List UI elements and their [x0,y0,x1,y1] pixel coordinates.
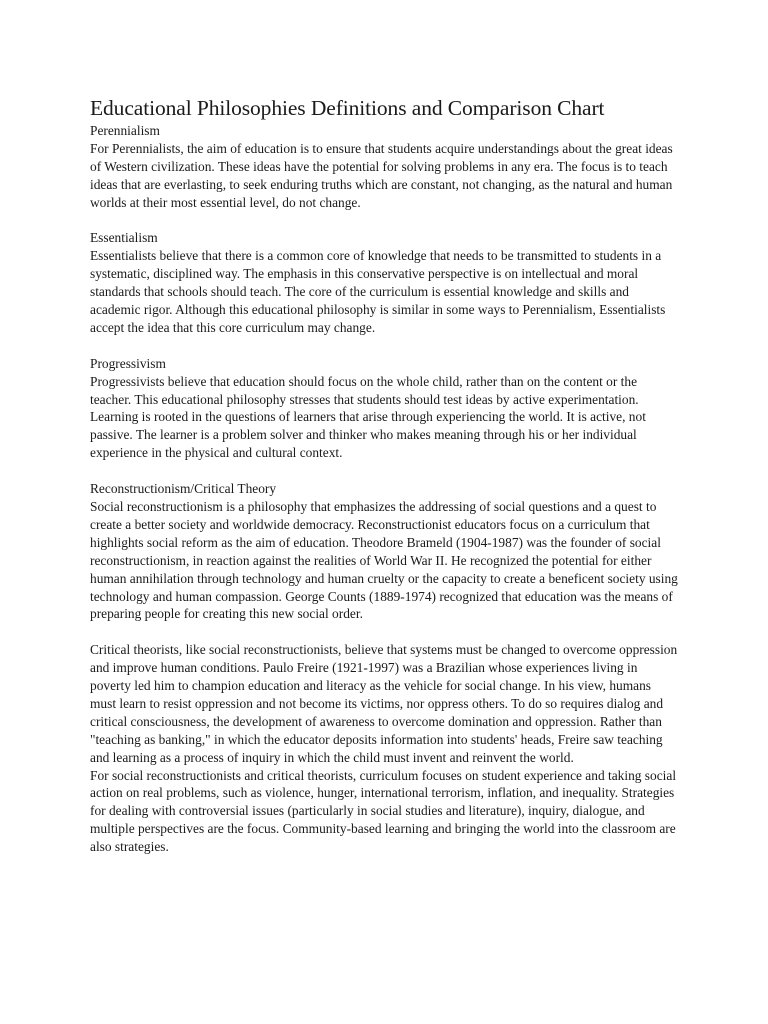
paragraph-critical-theorists: Critical theorists, like social reconstructionists, believe that systems must be changed to overcome oppression and improve human conditions. Paulo Freire (1921-1997) was a Brazilian whose experiences living in poverty led him to champion education and literacy as the vehicle for social change. In his view, humans must learn to resist oppression and not become its victims, nor oppress others. To do so requires dialog and critical consciousness, the development of awareness to overcome domination and oppression. Rather than "teaching as banking," in which the educator deposits information into students' heads, Freire saw teaching and learning as a process of inquiry in which the child must invent and reinvent the world. [90,642,678,765]
document-page [90,94,680,856]
section-essentialism [90,229,680,336]
paragraph-social-reconstructionism: Social reconstructionism is a philosophy that emphasizes the addressing of social questions and a quest to create a better society and worldwide democracy. Reconstructionist educators focus on a curriculum that highlights social reform as the aim of education. Theodore Brameld (1904-1987) was the founder of social reconstructionism, in reaction against the realities of World War II. He recognized the potential for either human annihilation through technology and human cruelty or the capacity to create a beneficent society using technology and human compassion. George Counts (1889-1974) recognized that education was the means of preparing people for creating this new social order. [90,498,678,622]
paragraph-perennialism: For Perennialists, the aim of education is to ensure that students acquire understandings about the great ideas of Western civilization. These ideas have the potential for solving problems in any era. The focus is to teach ideas that are everlasting, to seek enduring truths which are constant, not changing, as the natural and human worlds at their most essential level, do not change. [90,140,673,210]
section-progressivism [90,355,680,462]
paragraph-essentialism: Essentialists believe that there is a common core of knowledge that needs to be transmitted to students in a systematic, disciplined way. The emphasis in this conservative perspective is on intellectual and moral standards that schools should teach. The core of the curriculum is essential knowledge and skills and academic rigor. Although this educational philosophy is similar in some ways to Perennialism, Essentialists accept the idea that this core curriculum may change. [90,248,666,335]
paragraph-curriculum-focus: For social reconstructionists and critical theorists, curriculum focuses on student experience and taking social action on real problems, such as violence, hunger, international terrorism, inflation, and inequality. Strategies for dealing with controversial issues (particularly in social studies and literature), inquiry, dialogue, and multiple perspectives are the focus. Community-based learning and bringing the world into the classroom are also strategies. [90,767,677,855]
section-heading-reconstructionism: Reconstructionism/Critical Theory [90,481,277,497]
document-title: Educational Philosophies Definitions and Comparison Chart [90,96,605,120]
section-perennialism [90,122,680,212]
section-reconstructionism [90,480,680,856]
section-heading-progressivism: Progressivism [90,355,166,371]
section-heading-essentialism: Essentialism [90,230,158,246]
section-heading-perennialism: Perennialism [90,123,160,138]
paragraph-progressivism: Progressivists believe that education should focus on the whole child, rather than on the content or the teacher. This educational philosophy stresses that students should test ideas by active experimentation. Learning is rooted in the questions of learners that arise through experiencing the world. It is active, not passive. The learner is a problem solver and thinker who makes meaning through his or her individual experience in the physical and cultural context. [90,373,646,461]
